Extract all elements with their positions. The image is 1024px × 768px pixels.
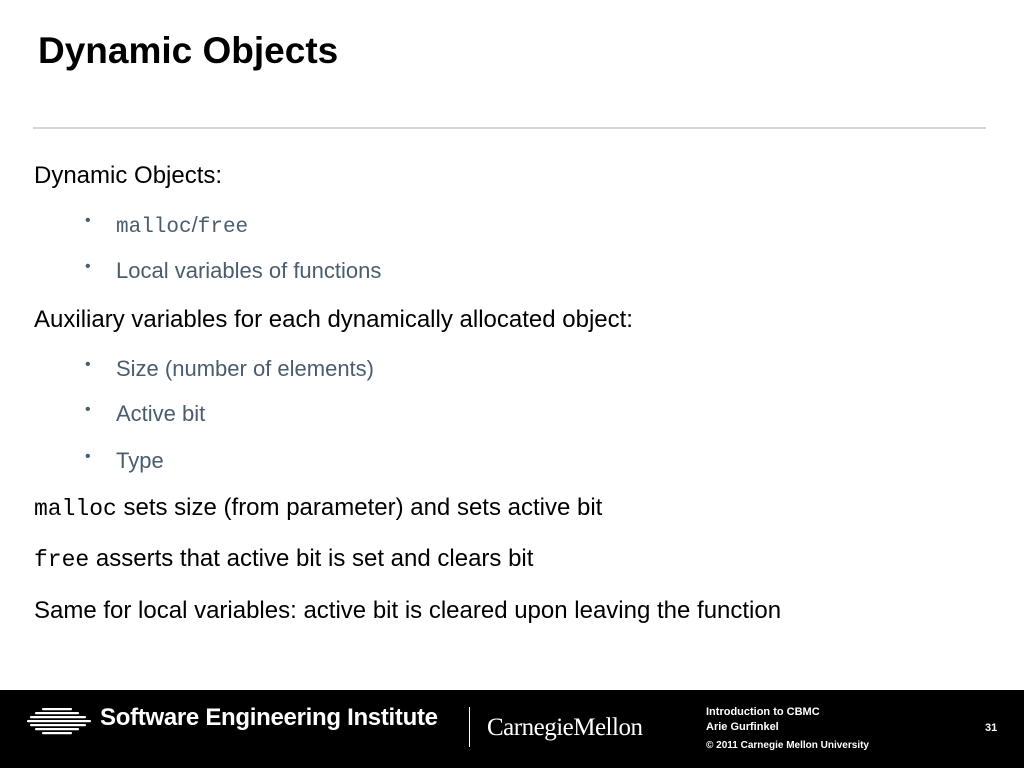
list-item	[85, 448, 164, 474]
code-malloc: malloc	[116, 216, 192, 239]
item-text: Auxiliary variables for each dynamically allocated object:	[34, 306, 633, 333]
bullet-icon: •	[85, 448, 91, 465]
list-item	[34, 597, 781, 625]
item-text: Same for local variables: active bit is cleared upon leaving the function	[34, 597, 782, 624]
list-item	[85, 356, 374, 382]
bullet-icon: •	[85, 258, 91, 275]
code-malloc: malloc	[34, 496, 117, 522]
bullet-icon: •	[85, 401, 91, 418]
cmu-name: CarnegieMellon	[487, 714, 643, 741]
slide-footer	[0, 690, 1024, 768]
page-number: 31	[985, 722, 998, 734]
bullet-icon: •	[85, 356, 91, 373]
course-title: Introduction to CBMC	[706, 706, 820, 718]
author-name: Arie Gurfinkel	[706, 721, 779, 733]
list-item	[34, 162, 222, 190]
list-item	[34, 545, 533, 573]
list-item	[85, 212, 249, 239]
sei-name: Software Engineering Institute	[100, 704, 438, 731]
item-text: sets size (from parameter) and sets active bit	[116, 494, 603, 521]
copyright: © 2011 Carnegie Mellon University	[706, 740, 869, 751]
code-free: free	[34, 547, 90, 573]
bullet-icon: •	[85, 212, 91, 229]
list-item	[85, 258, 382, 284]
footer-divider	[469, 707, 470, 747]
item-text: Active bit	[116, 401, 206, 426]
item-text: Type	[116, 448, 164, 473]
item-text: asserts that active bit is set and clears bit	[89, 545, 534, 572]
item-text: Size (number of elements)	[116, 356, 374, 381]
slide-title: Dynamic Objects	[38, 30, 339, 71]
list-item	[85, 401, 206, 427]
list-item	[34, 494, 602, 522]
item-text: Dynamic Objects:	[34, 162, 223, 189]
separator: /	[191, 212, 198, 237]
list-item	[34, 306, 633, 334]
item-text: Local variables of functions	[116, 258, 382, 283]
code-free: free	[197, 216, 249, 239]
sei-logo-icon	[26, 707, 92, 735]
